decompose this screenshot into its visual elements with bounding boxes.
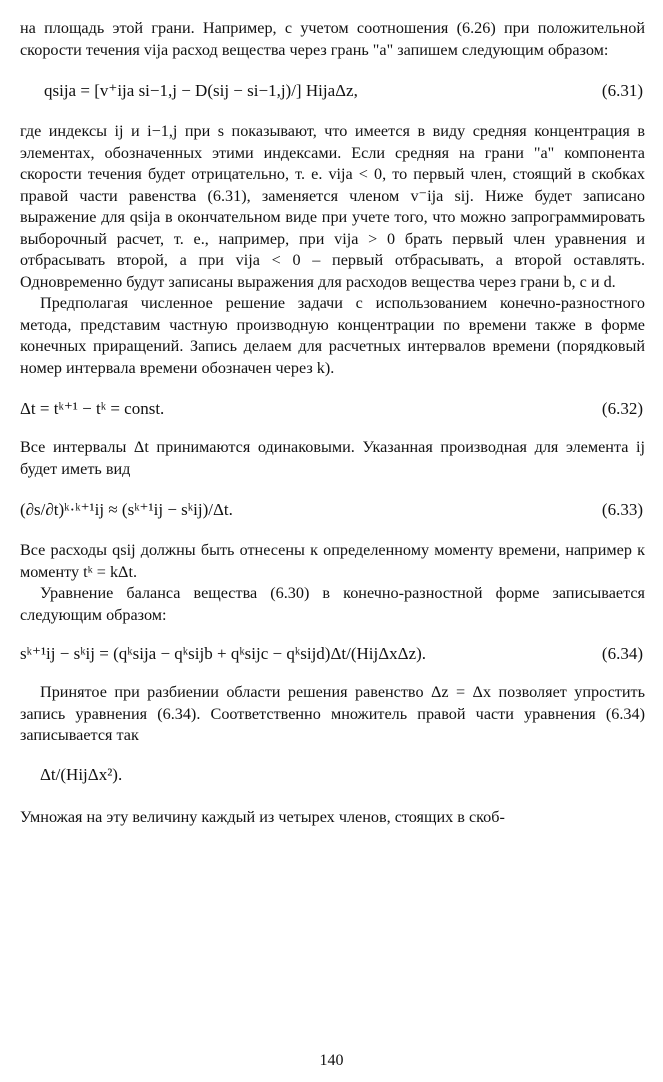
- paragraph-6: Уравнение баланса вещества (6.30) в конечно-разностной форме записывается следующим образом:: [20, 584, 645, 624]
- equation-number: (6.33): [601, 500, 643, 519]
- equation-6-34: [20, 642, 645, 666]
- equation-text: (∂s/∂t)ᵏ·ᵏ⁺¹ij ≈ (sᵏ⁺¹ij − sᵏij)/Δt.: [20, 500, 233, 519]
- equation-text: sᵏ⁺¹ij − sᵏij = (qᵏsija − qᵏsijb + qᵏsijc − qᵏsijd)Δt/(HijΔxΔz).: [20, 644, 427, 663]
- paragraph-4: Все интервалы Δt принимаются одинаковыми. Указанная производная для элемента ij будет иметь вид: [20, 438, 645, 478]
- paragraph-7: Принятое при разбиении области решения равенство Δz = Δx позволяет упростить запись уравнения (6.34). Соответственно множитель правой части уравнения (6.34) записывается так: [20, 683, 645, 744]
- paragraph-3: Предполагая численное решение задачи с использованием конечно-разностного метода, представим частную производную концентрации по времени также в форме конечных приращений. Запись делаем для расчетных интервалов времени (порядковый номер интервала времени обозначен через k).: [20, 294, 645, 377]
- equation-6-31: [20, 79, 645, 103]
- equation-text: Δt = tᵏ⁺¹ − tᵏ = const.: [20, 399, 165, 418]
- equation-6-32: [20, 397, 645, 421]
- paragraph-2: где индексы ij и i−1,j при s показывают, что имеется в виду средняя концентрация в элементах, обозначенных этими индексами. Если средняя на грани "a" компонента скорости течения будет отрицательно, т. е. vija < 0, то первый член, стоящий в скобках правой части равенства (6.31), заменяется членом v⁻ija sij. Ниже будет записано выражение для qsija в окончательном виде при учете того, что можно запрограммировать выборочный расчет, т. е., например, при vija > 0 брать первый член уравнения и отбрасывать второй, а при vija < 0 – первый отбрасывать, а второй оставлять. Одновременно будут записаны выражения для расходов вещества через грани b, c и d.: [20, 122, 645, 291]
- paragraph-8: Умножая на эту величину каждый из четырех членов, стоящих в скоб-: [20, 807, 505, 826]
- equation-text: qsija = [v⁺ija si−1,j − D(sij − si−1,j)/] HijaΔz,: [44, 81, 358, 100]
- paragraph-5: Все расходы qsij должны быть отнесены к определенному моменту времени, например к моменту tᵏ = kΔt.: [20, 541, 645, 581]
- equation-number: (6.34): [601, 644, 643, 663]
- equation-text: Δt/(HijΔx²).: [40, 764, 123, 784]
- equation-number: (6.32): [601, 399, 643, 418]
- paragraph-1: на площадь этой грани. Например, с учетом соотношения (6.26) при положительной скорости течения vija расход вещества через грань "a" запишем следующим образом:: [20, 19, 645, 59]
- page-number: 140: [319, 1052, 344, 1069]
- equation-number: (6.31): [601, 81, 643, 100]
- page-body: [20, 18, 645, 828]
- equation-6-33: [20, 498, 645, 522]
- equation-multiplier: [20, 763, 645, 787]
